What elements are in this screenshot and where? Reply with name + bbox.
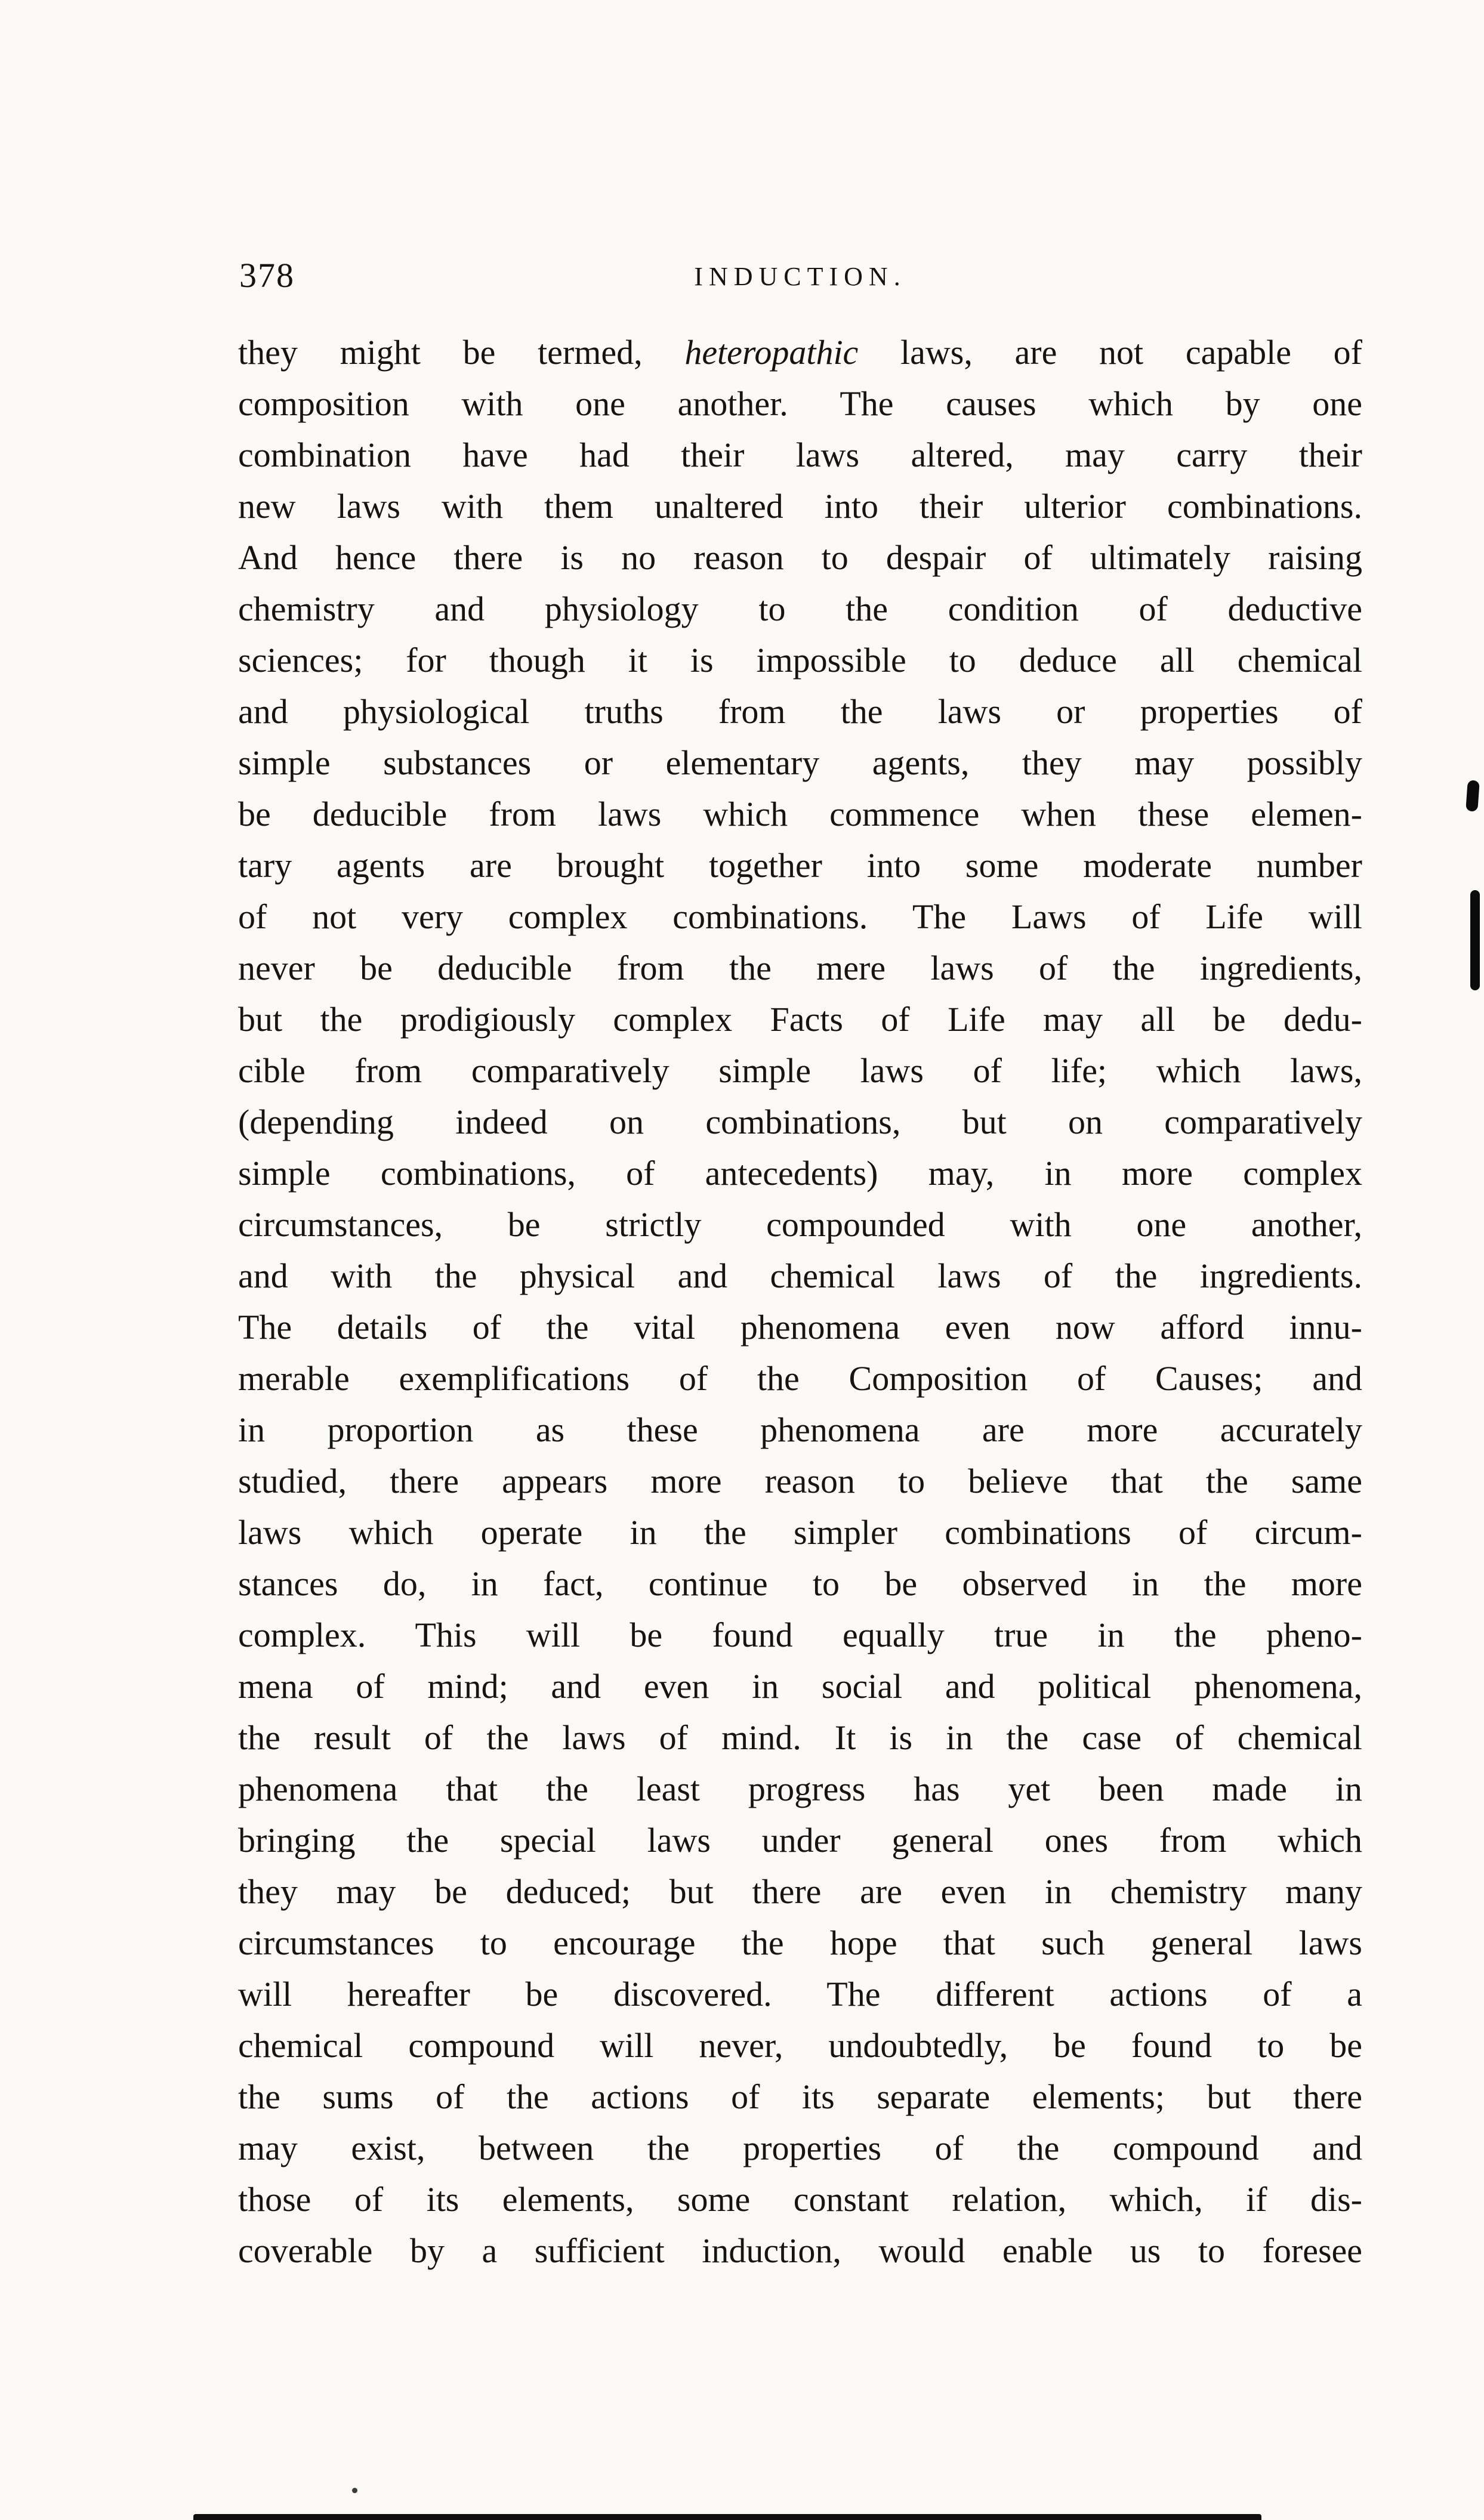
text-segment: be deducible from laws which commence when these elemen-	[238, 795, 1362, 833]
text-segment: they may be deduced; but there are even in chemistry many	[238, 1872, 1362, 1911]
text-segment: chemical compound will never, undoubtedly, be found to be	[238, 2026, 1362, 2065]
text-line	[238, 481, 1362, 532]
text-line	[238, 1250, 1362, 1302]
text-segment: phenomena that the least progress has yet been made in	[238, 1769, 1362, 1808]
text-segment: simple combinations, of antecedents) may, in more complex	[238, 1154, 1362, 1193]
text-line	[238, 2020, 1362, 2071]
text-line	[238, 378, 1362, 430]
text-segment: laws, are not capable of	[858, 333, 1362, 372]
text-segment: but the prodigiously complex Facts of Life may all be dedu-	[238, 1000, 1362, 1039]
text-segment: stances do, in fact, continue to be observed in the more	[238, 1564, 1362, 1603]
text-segment: the result of the laws of mind. It is in the case of chemical	[238, 1718, 1362, 1757]
text-segment: bringing the special laws under general ones from which	[238, 1821, 1362, 1860]
text-line	[238, 1353, 1362, 1404]
text-segment: cible from comparatively simple laws of life; which laws,	[238, 1051, 1362, 1090]
ink-dot	[352, 2488, 357, 2493]
text-segment: circumstances to encourage the hope that such general laws	[238, 1923, 1362, 1962]
text-segment: merable exemplifications of the Composition of Causes; and	[238, 1359, 1362, 1398]
text-segment: will hereafter be discovered. The different actions of a	[238, 1975, 1362, 2013]
text-segment: laws which operate in the simpler combinations of circum-	[238, 1513, 1362, 1552]
text-line	[238, 430, 1362, 481]
text-line	[238, 635, 1362, 686]
text-line	[238, 994, 1362, 1045]
text-line	[238, 1712, 1362, 1764]
text-segment: and physiological truths from the laws or properties of	[238, 692, 1362, 731]
text-segment: sciences; for though it is impossible to deduce all chemical	[238, 641, 1362, 680]
text-segment: new laws with them unaltered into their ulterior combinations.	[238, 487, 1362, 526]
text-line	[238, 1199, 1362, 1250]
text-line	[238, 1507, 1362, 1558]
text-line	[238, 1610, 1362, 1661]
page-header	[238, 255, 1362, 303]
text-line	[238, 2225, 1362, 2277]
text-segment: combination have had their laws altered, may carry their	[238, 436, 1362, 474]
text-segment: they might be termed,	[238, 333, 685, 372]
text-line	[238, 1456, 1362, 1507]
text-line	[238, 1764, 1362, 1815]
ink-mark	[1466, 780, 1480, 811]
ink-mark	[1470, 890, 1480, 990]
text-segment: the sums of the actions of its separate elements; but there	[238, 2077, 1362, 2116]
text-line	[238, 532, 1362, 583]
page-number: 378	[239, 256, 295, 295]
text-line	[238, 789, 1362, 840]
text-segment: circumstances, be strictly compounded with one another,	[238, 1205, 1362, 1244]
text-line	[238, 1866, 1362, 1917]
text-line	[238, 1097, 1362, 1148]
text-segment: those of its elements, some constant relation, which, if dis-	[238, 2180, 1362, 2219]
text-segment: tary agents are brought together into some moderate number	[238, 846, 1362, 885]
text-segment: mena of mind; and even in social and political phenomena,	[238, 1667, 1362, 1706]
scan-edge-artifact	[193, 2514, 1261, 2520]
text-line	[238, 1917, 1362, 1969]
text-line	[238, 1404, 1362, 1456]
text-line	[238, 737, 1362, 789]
text-line	[238, 327, 1362, 378]
text-segment: of not very complex combinations. The Laws of Life will	[238, 897, 1362, 936]
text-segment: may exist, between the properties of the compound and	[238, 2129, 1362, 2167]
text-segment: chemistry and physiology to the condition of deductive	[238, 589, 1362, 628]
text-segment: complex. This will be found equally true in the pheno-	[238, 1616, 1362, 1654]
text-line	[238, 2174, 1362, 2225]
text-line	[238, 891, 1362, 943]
text-segment: coverable by a sufficient induction, would enable us to foresee	[238, 2231, 1362, 2270]
text-line	[238, 1558, 1362, 1610]
text-line	[238, 1969, 1362, 2020]
text-line	[238, 943, 1362, 994]
text-line	[238, 686, 1362, 737]
text-line	[238, 1302, 1362, 1353]
text-line	[238, 2123, 1362, 2174]
text-line	[238, 840, 1362, 891]
text-segment: simple substances or elementary agents, they may possibly	[238, 743, 1362, 782]
italic-text: heteropathic	[684, 333, 859, 372]
text-segment: The details of the vital phenomena even now afford innu-	[238, 1308, 1362, 1347]
text-line	[238, 1045, 1362, 1097]
text-line	[238, 1661, 1362, 1712]
text-line	[238, 583, 1362, 635]
text-line	[238, 2071, 1362, 2123]
text-block	[238, 327, 1362, 2277]
text-segment: studied, there appears more reason to believe that the same	[238, 1462, 1362, 1500]
text-segment: in proportion as these phenomena are more accurately	[238, 1410, 1362, 1449]
running-title: INDUCTION.	[694, 262, 906, 291]
text-segment: (depending indeed on combinations, but on comparatively	[238, 1102, 1362, 1141]
text-segment: composition with one another. The causes which by one	[238, 384, 1362, 423]
text-segment: And hence there is no reason to despair of ultimately raising	[238, 538, 1362, 577]
text-line	[238, 1148, 1362, 1199]
text-segment: never be deducible from the mere laws of the ingredients,	[238, 949, 1362, 987]
text-line	[238, 1815, 1362, 1866]
text-segment: and with the physical and chemical laws of the ingredients.	[238, 1256, 1362, 1295]
